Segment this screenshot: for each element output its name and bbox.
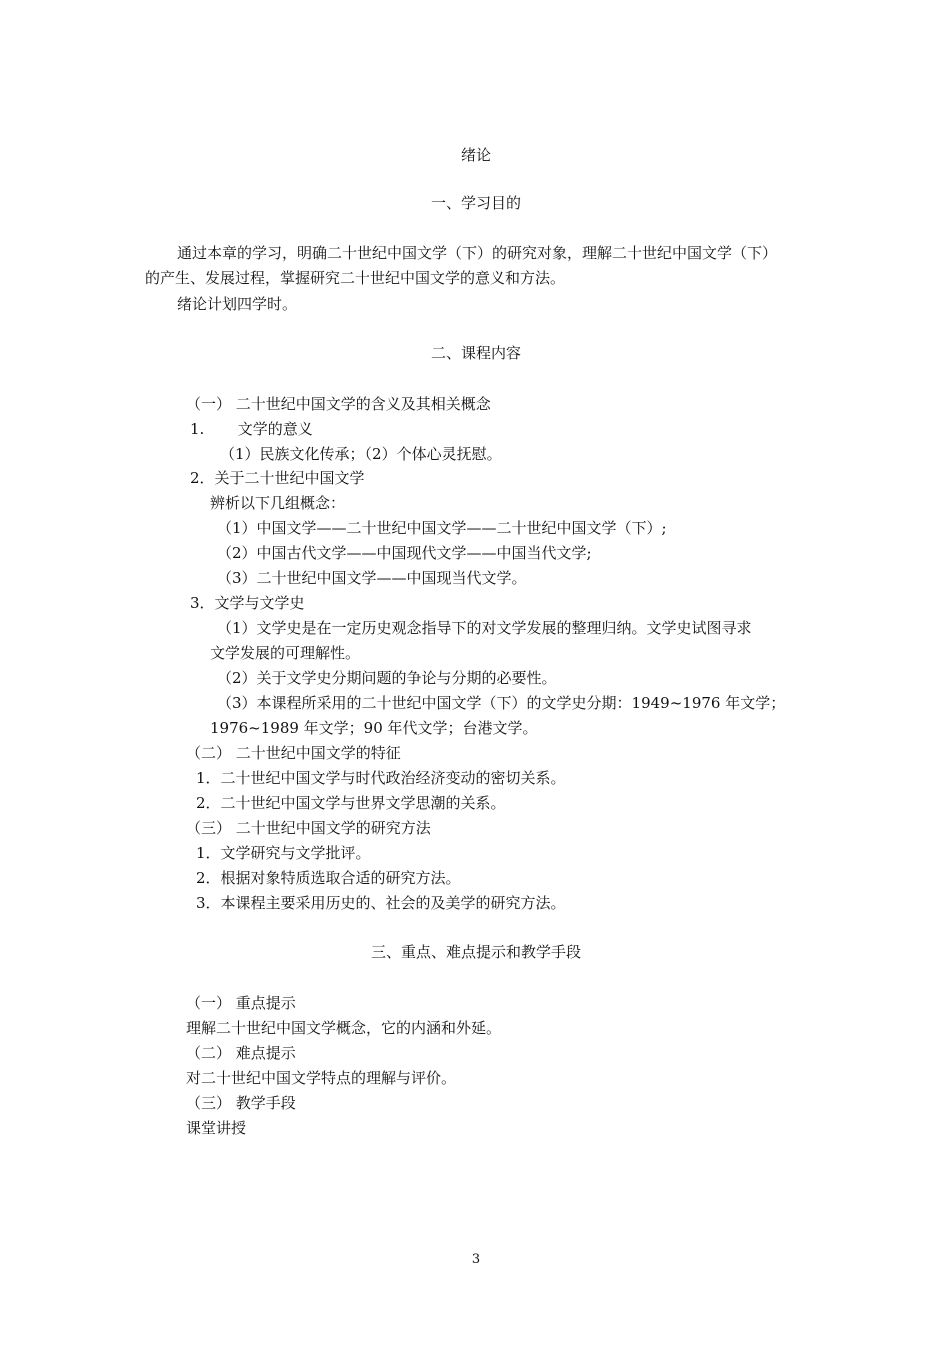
paragraph-line: 通过本章的学习，明确二十世纪中国文学（下）的研究对象，理解二十世纪中国文学（下） bbox=[177, 244, 778, 262]
page-title: 绪论 bbox=[460, 146, 491, 164]
subsection-heading: （三） 二十世纪中国文学的研究方法 bbox=[186, 819, 431, 837]
section-heading-content: 二、课程内容 bbox=[430, 344, 521, 362]
list-item: 2．二十世纪中国文学与世界文学思潮的关系。 bbox=[196, 794, 506, 812]
subsection-heading: （一） 二十世纪中国文学的含义及其相关概念 bbox=[186, 395, 491, 413]
list-subitem: 文学发展的可理解性。 bbox=[210, 644, 361, 662]
subsection-heading: （三） 教学手段 bbox=[186, 1094, 296, 1112]
list-item: 1．文学研究与文学批评。 bbox=[196, 844, 371, 862]
paragraph-line: 绪论计划四学时。 bbox=[177, 295, 298, 313]
list-subitem: 辨析以下几组概念： bbox=[210, 494, 346, 512]
list-subitem: 1976~1989 年文学；90 年代文学；台港文学。 bbox=[210, 719, 538, 737]
list-item: 2．关于二十世纪中国文学 bbox=[190, 469, 365, 487]
list-item: 3．文学与文学史 bbox=[190, 594, 305, 612]
list-item: 3．本课程主要采用历史的、社会的及美学的研究方法。 bbox=[196, 894, 566, 912]
list-subitem: （2）中国古代文学——中国现代文学——中国当代文学; bbox=[217, 544, 592, 562]
list-subitem: （2）关于文学史分期问题的争论与分期的必要性。 bbox=[217, 669, 557, 687]
paragraph-line: 对二十世纪中国文学特点的理解与评价。 bbox=[186, 1069, 457, 1087]
list-item: 1．二十世纪中国文学与时代政治经济变动的密切关系。 bbox=[196, 769, 566, 787]
list-subitem: （1）中国文学——二十世纪中国文学——二十世纪中国文学（下）; bbox=[217, 519, 667, 537]
subsection-heading: （二） 难点提示 bbox=[186, 1044, 296, 1062]
section-heading-purpose: 一、学习目的 bbox=[430, 194, 521, 212]
list-subitem: （3）二十世纪中国文学——中国现当代文学。 bbox=[217, 569, 527, 587]
subsection-heading: （一） 重点提示 bbox=[186, 994, 296, 1012]
list-subitem: （1）文学史是在一定历史观念指导下的对文学发展的整理归纳。文学史试图寻求 bbox=[217, 619, 752, 637]
paragraph-line: 的产生、发展过程，掌握研究二十世纪中国文学的意义和方法。 bbox=[145, 269, 566, 287]
paragraph-line: 理解二十世纪中国文学概念，它的内涵和外延。 bbox=[186, 1019, 502, 1037]
list-subitem: （1）民族文化传承；（2）个体心灵抚慰。 bbox=[220, 445, 502, 463]
list-subitem: （3）本课程所采用的二十世纪中国文学（下）的文学史分期：1949~1976 年文学； bbox=[217, 694, 786, 712]
paragraph-line: 课堂讲授 bbox=[186, 1119, 247, 1137]
section-heading-key-points: 三、重点、难点提示和教学手段 bbox=[370, 943, 581, 961]
list-item: 1. 文学的意义 bbox=[190, 420, 313, 438]
list-item: 2．根据对象特质选取合适的研究方法。 bbox=[196, 869, 461, 887]
page-number: 3 bbox=[471, 1252, 481, 1267]
subsection-heading: （二） 二十世纪中国文学的特征 bbox=[186, 744, 401, 762]
